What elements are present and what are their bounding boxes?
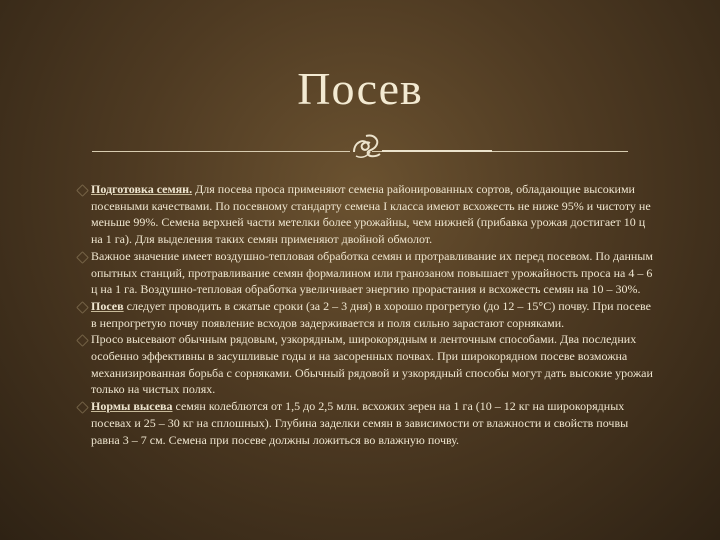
- paragraph-seed-preparation: [78, 181, 658, 248]
- paragraph-text: Для посева проса применяют семена районированных сортов, обладающие высокими посевными качествами. По посевному стандарту семена I класса имеют всхожесть не ниже 95% и чистоту не меньше 99%. Семена верхней части метелки более урожайны, чем нижней (прибавка урожая достигает 10 ц на 1 га). Для выделения таких семян применяют двойной обмолот.: [91, 182, 651, 247]
- paragraph-text: следует проводить в сжатые сроки (за 2 – 3 дня) в хорошо прогретую (до 12 – 15°С) почву. При посеве в непрогретую почву появление всходов задерживается и поля сильно зарастают сорняками.: [91, 298, 651, 330]
- paragraph-term: Подготовка семян.: [91, 182, 193, 196]
- paragraph-sowing-methods: [78, 331, 658, 398]
- divider-line-left: [92, 151, 350, 152]
- paragraph-sowing: [78, 298, 658, 331]
- scroll-ornament-icon: [350, 132, 382, 160]
- title-divider: [92, 150, 628, 164]
- paragraph-text: Важное значение имеет воздушно-тепловая обработка семян и протравливание их перед посевом. По данным опытных станций, протравливание семян формалином или гранозаном повышает урожайность проса на 4 – 6 ц на 1 га. Воздушно-тепловая обработка увеличивает энергию прорастания и всхожесть семян на 10 – 30%.: [91, 248, 653, 297]
- paragraph-term: Посев: [91, 298, 124, 313]
- diamond-bullet-icon: [76, 251, 89, 264]
- paragraph-text: Просо высевают обычным рядовым, узкорядным, широкорядным и ленточным способами. Два последних особенно эффективны в засушливые годы и на засоренных почвах. При широкорядном посеве возможна механизированная борьба с сорняками. Обычный рядовой и узкорядный способы могут дать высокие урожаи только на чистых полях.: [91, 332, 653, 397]
- paragraph-seeding-rates: [78, 398, 658, 448]
- diamond-bullet-icon: [76, 334, 89, 347]
- paragraph-text: семян колеблются от 1,5 до 2,5 млн. всхожих зерен на 1 га (10 – 12 кг на широкорядных посевах и 25 – 30 кг на сплошных). Глубина заделки семян в зависимости от влажности и свойств почвы равна 3 – 7 см. Семена при посеве должны ложиться во влажную почву.: [91, 399, 629, 447]
- slide-content: [78, 181, 658, 448]
- slide-title: Посев: [297, 63, 423, 114]
- divider-line-accent: [382, 150, 492, 152]
- diamond-bullet-icon: [76, 301, 89, 314]
- paragraph-term: Нормы высева: [91, 399, 173, 414]
- paragraph-thermal-treatment: [78, 248, 658, 298]
- diamond-bullet-icon: [76, 184, 89, 197]
- diamond-bullet-icon: [76, 401, 89, 414]
